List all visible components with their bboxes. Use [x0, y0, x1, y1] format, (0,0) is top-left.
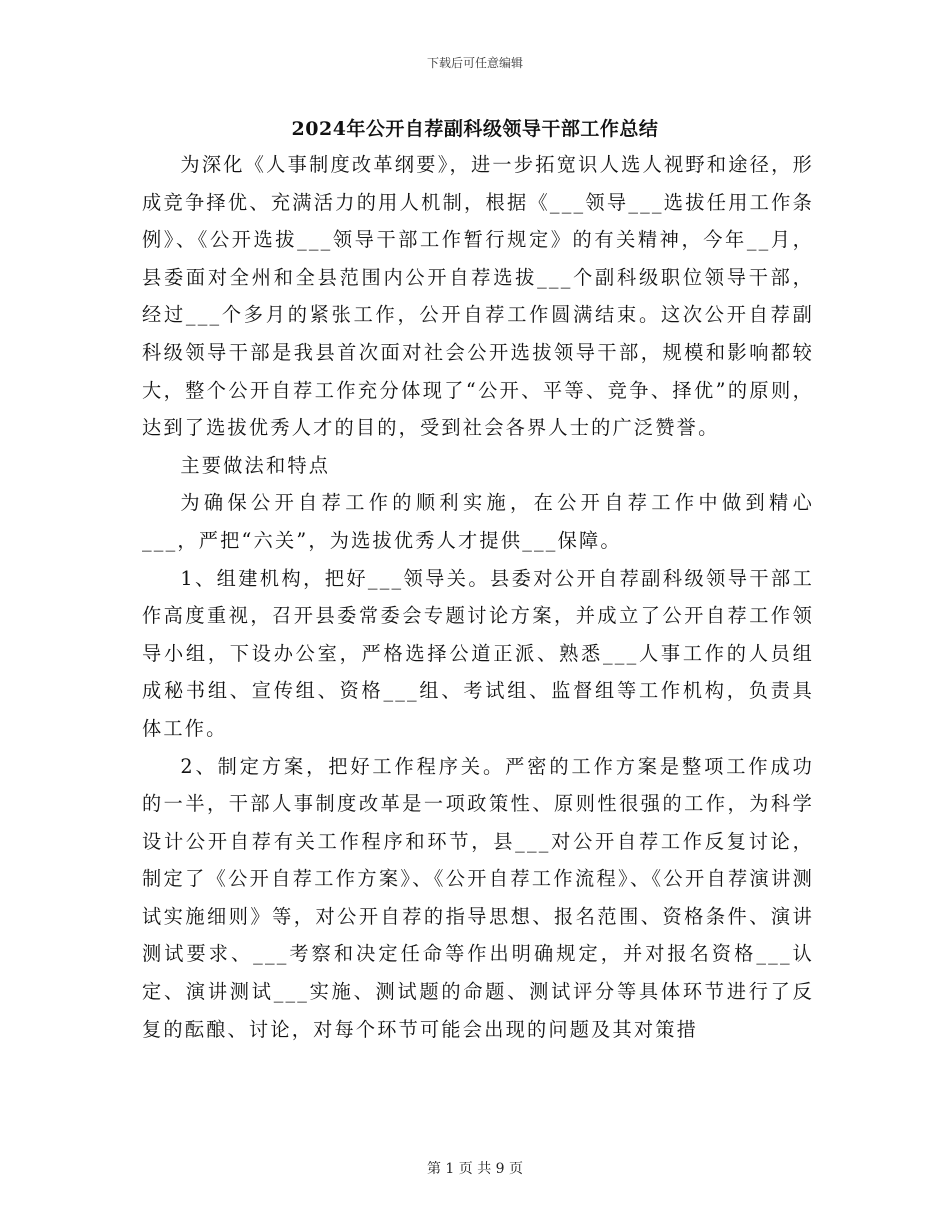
paragraph-item-2: 2、制定方案，把好工作程序关。严密的工作方案是整项工作成功的一半，干部人事制度改革是一项政策性、原则性很强的工作，为科学设计公开自荐有关工作程序和环节，县___对公开自荐工作反复讨论，制定了《公开自荐工作方案》、《公开自荐工作流程》、《公开自荐演讲测试实施细则》等，对公开自荐的指导思想、报名范围、资格条件、演讲测试要求、___考察和决定任命等作出明确规定，并对报名资格___认定、演讲测试___实施、测试题的命题、测试评分等具体环节进行了反复的酝酿、讨论，对每个环节可能会出现的问题及其对策措	[142, 754, 814, 1041]
paragraph-overview: 为确保公开自荐工作的顺利实施，在公开自荐工作中做到精心___，严把“六关”，为选拔优秀人才提供___保障。	[142, 491, 814, 552]
document-body	[142, 146, 814, 1048]
paragraph-item-1: 1、组建机构，把好___领导关。县委对公开自荐副科级领导干部工作高度重视，召开县委常委会专题讨论方案，并成立了公开自荐工作领导小组，下设办公室，严格选择公道正派、熟悉___人事工作的人员组成秘书组、宣传组、资格___组、考试组、监督组等工作机构，负责具体工作。	[142, 566, 814, 740]
paragraph-intro: 为深化《人事制度改革纲要》，进一步拓宽识人选人视野和途径，形成竞争择优、充满活力的用人机制，根据《___领导___选拔任用工作条例》、《公开选拔___领导干部工作暂行规定》的有关精神，今年__月，县委面对全州和全县范围内公开自荐选拔___个副科级职位领导干部，经过___个多月的紧张工作，公开自荐工作圆满结束。这次公开自荐副科级领导干部是我县首次面对社会公开选拔领导干部，规模和影响都较大，整个公开自荐工作充分体现了“公开、平等、竞争、择优”的原则，达到了选拔优秀人才的目的，受到社会各界人士的广泛赞誉。	[142, 153, 814, 440]
page-number: 第 1 页 共 9 页	[426, 1161, 524, 1177]
document-title: 2024年公开自荐副科级领导干部工作总结	[291, 118, 659, 140]
section-heading: 主要做法和特点	[180, 453, 331, 477]
header-note: 下载后可任意编辑	[426, 56, 523, 70]
